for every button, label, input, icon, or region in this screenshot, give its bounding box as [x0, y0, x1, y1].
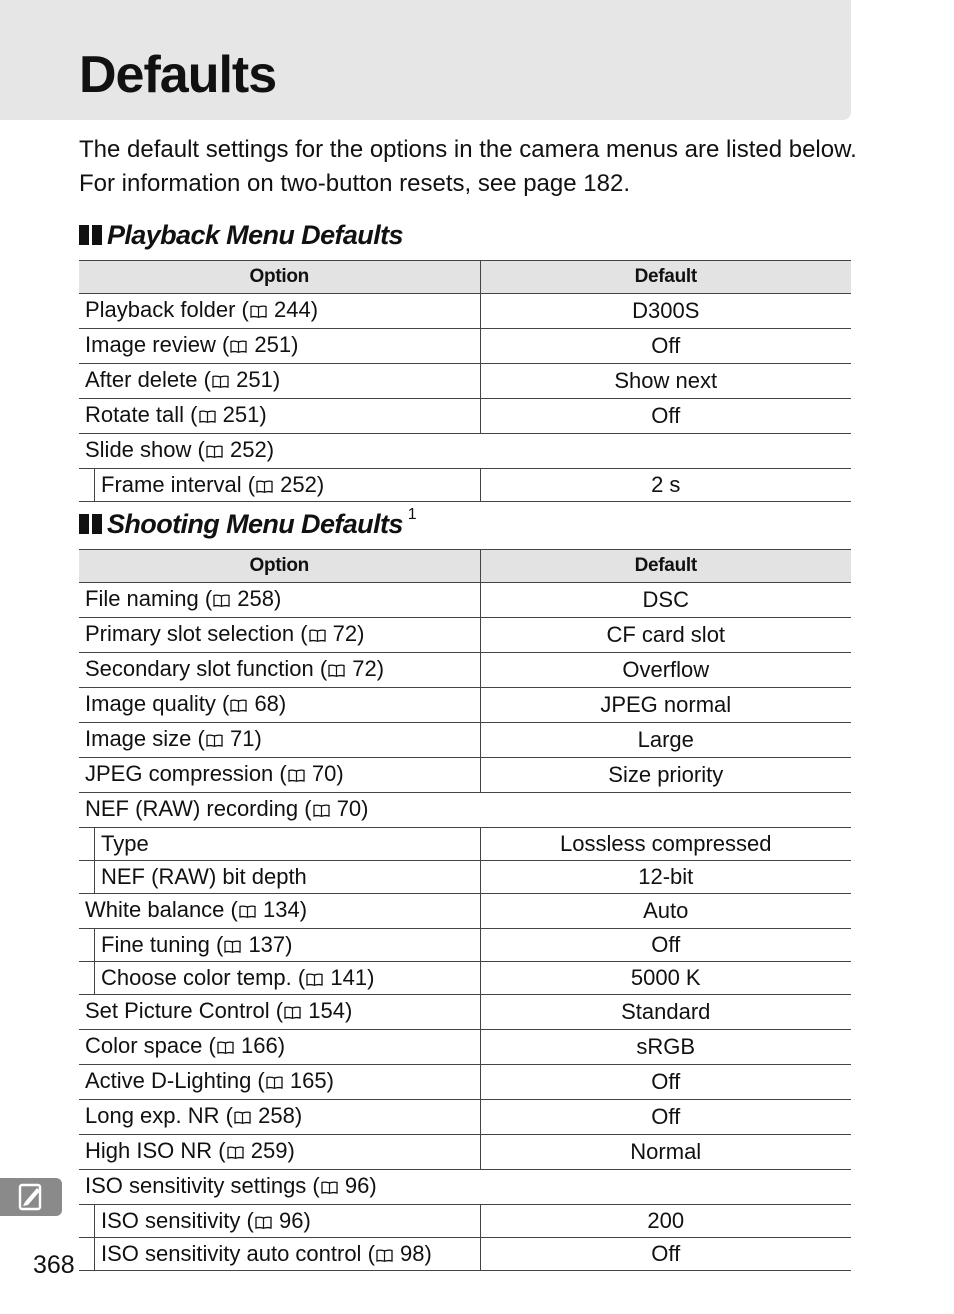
book-icon — [284, 1003, 301, 1022]
playback-defaults-table — [79, 260, 851, 502]
default-value-cell — [480, 793, 851, 828]
option-cell — [79, 329, 480, 364]
book-icon — [250, 302, 267, 321]
option-label: NEF (RAW) recording — [85, 796, 299, 821]
book-icon — [328, 661, 345, 680]
option-cell — [79, 793, 480, 828]
ref-paren: ( — [184, 402, 198, 427]
default-value-cell: 12-bit — [480, 861, 851, 894]
table-row — [79, 618, 851, 653]
book-icon — [230, 337, 247, 356]
default-value-cell: Off — [480, 1238, 851, 1271]
ref-paren: ( — [241, 472, 256, 497]
option-content — [85, 297, 318, 322]
book-icon — [306, 970, 323, 989]
table-row — [79, 1170, 851, 1205]
option-content — [85, 437, 274, 462]
option-label: White balance — [85, 897, 225, 922]
page-reference[interactable]: 251 — [236, 367, 273, 392]
page-reference[interactable]: 68 — [254, 691, 279, 716]
table-row — [79, 758, 851, 793]
table-row — [79, 1100, 851, 1135]
page-reference[interactable]: 258 — [258, 1103, 295, 1128]
ref-paren: ) — [254, 726, 262, 751]
option-label: ISO sensitivity settings — [85, 1173, 307, 1198]
column-header-default: Default — [480, 261, 851, 294]
option-content — [85, 726, 262, 751]
page-reference[interactable]: 70 — [336, 796, 362, 821]
section-marker-icon — [79, 225, 102, 245]
table-row — [79, 434, 851, 469]
default-value-cell: Off — [480, 329, 851, 364]
ref-paren: ) — [303, 1208, 311, 1233]
book-icon — [321, 1178, 338, 1197]
option-cell — [79, 723, 480, 758]
table-row — [79, 1205, 851, 1238]
table-row — [79, 329, 851, 364]
option-content — [94, 1205, 480, 1237]
option-content — [85, 691, 286, 716]
table-row — [79, 723, 851, 758]
option-content — [85, 1068, 334, 1093]
ref-paren: ( — [215, 332, 230, 357]
option-label: NEF (RAW) bit depth — [101, 864, 307, 889]
default-value-cell: JPEG normal — [480, 688, 851, 723]
page-reference[interactable]: 96 — [344, 1173, 370, 1198]
page-reference[interactable]: 72 — [332, 621, 358, 646]
book-icon — [234, 1108, 251, 1127]
ref-paren: ) — [376, 656, 385, 681]
option-label: JPEG compression — [85, 761, 274, 786]
option-label: Image quality — [85, 691, 216, 716]
option-content — [94, 828, 480, 860]
table-row — [79, 399, 851, 434]
option-cell — [79, 1065, 480, 1100]
option-label: Color space — [85, 1033, 203, 1058]
page-reference[interactable]: 165 — [289, 1068, 327, 1093]
book-icon — [199, 407, 216, 426]
default-value-cell: 200 — [480, 1205, 851, 1238]
table-row — [79, 364, 851, 399]
ref-paren: ( — [298, 796, 312, 821]
table-row — [79, 653, 851, 688]
option-cell — [79, 758, 480, 793]
table-row — [79, 583, 851, 618]
ref-paren: ( — [202, 1033, 216, 1058]
pen-checklist-icon — [16, 1182, 46, 1212]
option-label: Rotate tall — [85, 402, 185, 427]
default-value-cell: Overflow — [480, 653, 851, 688]
page-reference[interactable]: 154 — [308, 998, 345, 1023]
default-value-cell: 2 s — [480, 469, 851, 502]
option-cell — [79, 1100, 480, 1135]
ref-paren: ( — [215, 691, 230, 716]
option-cell — [79, 929, 480, 962]
option-label: Active D-Lighting — [85, 1068, 252, 1093]
ref-paren: ( — [198, 586, 213, 611]
ref-paren: ) — [424, 1241, 432, 1266]
option-content — [85, 402, 267, 427]
book-icon — [206, 442, 223, 461]
option-cell — [79, 399, 480, 434]
page-number: 368 — [33, 1251, 75, 1279]
option-label: Secondary slot function — [85, 656, 314, 681]
option-content — [85, 761, 344, 786]
default-value-cell: DSC — [480, 583, 851, 618]
table-row — [79, 929, 851, 962]
option-cell — [79, 688, 480, 723]
table-row — [79, 1030, 851, 1065]
option-cell — [79, 828, 480, 861]
default-value-cell: CF card slot — [480, 618, 851, 653]
book-icon — [309, 626, 326, 645]
book-icon — [230, 696, 247, 715]
option-label: High ISO NR — [85, 1138, 213, 1163]
ref-paren: ( — [209, 932, 224, 957]
option-cell — [79, 962, 480, 995]
option-cell — [79, 1135, 480, 1170]
table-header-row — [79, 261, 851, 294]
book-icon — [212, 372, 229, 391]
option-content — [94, 962, 480, 994]
ref-paren: ) — [291, 332, 299, 357]
ref-paren: ) — [272, 367, 281, 392]
page-reference[interactable]: 251 — [222, 402, 260, 427]
ref-paren: ) — [361, 796, 369, 821]
section-marker-icon — [79, 514, 102, 534]
default-value-cell — [480, 1170, 851, 1205]
option-cell — [79, 618, 480, 653]
option-cell — [79, 1238, 480, 1271]
ref-paren: ( — [212, 1138, 226, 1163]
column-header-option: Option — [79, 550, 480, 583]
footnote-marker: 1 — [407, 506, 417, 523]
option-cell — [79, 861, 480, 894]
book-icon — [239, 902, 256, 921]
ref-paren: ) — [310, 297, 319, 322]
ref-paren: ) — [357, 621, 365, 646]
ref-paren: ) — [259, 402, 267, 427]
option-label: File naming — [85, 586, 199, 611]
table-row — [79, 995, 851, 1030]
table-row — [79, 1238, 851, 1271]
book-icon — [206, 731, 223, 750]
option-content — [85, 897, 307, 922]
ref-paren: ) — [266, 437, 275, 462]
default-value-cell: Standard — [480, 995, 851, 1030]
page-reference[interactable]: 259 — [250, 1138, 288, 1163]
option-label: ISO sensitivity — [101, 1208, 241, 1233]
ref-paren: ( — [224, 897, 238, 922]
ref-paren: ) — [367, 965, 375, 990]
option-content — [94, 469, 480, 501]
option-cell — [79, 469, 480, 502]
option-label: Set Picture Control — [85, 998, 270, 1023]
option-label: Long exp. NR — [85, 1103, 220, 1128]
option-label: Fine tuning — [101, 932, 210, 957]
default-value-cell: Off — [480, 929, 851, 962]
option-label: ISO sensitivity auto control — [101, 1241, 362, 1266]
option-cell — [79, 434, 480, 469]
ref-paren: ) — [326, 1068, 334, 1093]
ref-paren: ) — [294, 1103, 303, 1128]
option-label: Playback folder — [85, 297, 236, 322]
option-content — [94, 929, 480, 961]
option-content — [85, 621, 364, 646]
ref-paren: ( — [291, 965, 306, 990]
ref-paren: ( — [361, 1241, 375, 1266]
playback-table-body — [79, 294, 851, 502]
option-cell — [79, 294, 480, 329]
option-content — [85, 998, 352, 1023]
ref-paren: ( — [306, 1173, 320, 1198]
option-cell — [79, 1170, 480, 1205]
book-icon — [313, 801, 330, 820]
book-icon — [224, 937, 241, 956]
page-reference[interactable]: 244 — [274, 297, 311, 322]
option-cell — [79, 364, 480, 399]
page-reference[interactable]: 70 — [311, 761, 337, 786]
ref-paren: ( — [240, 1208, 254, 1233]
page-reference[interactable]: 134 — [263, 897, 300, 922]
page-reference[interactable]: 141 — [330, 965, 368, 990]
ref-paren: ( — [197, 367, 211, 392]
book-icon — [376, 1246, 393, 1265]
page-reference[interactable]: 96 — [278, 1208, 304, 1233]
book-icon — [227, 1143, 244, 1162]
book-icon — [256, 477, 273, 496]
default-value-cell — [480, 434, 851, 469]
ref-paren: ) — [344, 998, 353, 1023]
option-label: Slide show — [85, 437, 192, 462]
ref-paren: ( — [191, 437, 205, 462]
ref-paren: ) — [277, 1033, 286, 1058]
table-header-row — [79, 550, 851, 583]
table-row — [79, 861, 851, 894]
page-reference[interactable]: 71 — [229, 726, 255, 751]
default-value-cell: Off — [480, 1100, 851, 1135]
option-label: Type — [101, 831, 149, 856]
playback-heading-text: Playback Menu Defaults — [107, 219, 403, 250]
ref-paren: ( — [313, 656, 328, 681]
option-content — [85, 1033, 285, 1058]
ref-paren: ) — [274, 586, 282, 611]
ref-paren: ( — [273, 761, 287, 786]
ref-paren: ( — [235, 297, 249, 322]
page-reference[interactable]: 251 — [254, 332, 292, 357]
option-label: Image review — [85, 332, 216, 357]
option-label: Frame interval — [101, 472, 242, 497]
default-value-cell: Size priority — [480, 758, 851, 793]
option-content — [85, 796, 369, 821]
table-row — [79, 1065, 851, 1100]
default-value-cell: D300S — [480, 294, 851, 329]
book-icon — [255, 1213, 272, 1232]
ref-paren: ) — [287, 1138, 295, 1163]
option-cell — [79, 583, 480, 618]
page-reference[interactable]: 137 — [248, 932, 286, 957]
page-reference[interactable]: 252 — [229, 437, 267, 462]
page-reference[interactable]: 98 — [400, 1241, 425, 1266]
shooting-heading-text: Shooting Menu Defaults — [107, 508, 403, 539]
ref-paren: ( — [191, 726, 205, 751]
default-value-cell: Off — [480, 399, 851, 434]
default-value-cell: Show next — [480, 364, 851, 399]
page-reference[interactable]: 72 — [352, 656, 377, 681]
default-value-cell: Large — [480, 723, 851, 758]
table-row — [79, 962, 851, 995]
table-row — [79, 1135, 851, 1170]
ref-paren: ( — [269, 998, 284, 1023]
section-tab[interactable] — [0, 1178, 62, 1216]
ref-paren: ( — [294, 621, 308, 646]
page-reference[interactable]: 252 — [280, 472, 317, 497]
option-cell — [79, 995, 480, 1030]
column-header-default: Default — [480, 550, 851, 583]
table-row — [79, 688, 851, 723]
default-value-cell: sRGB — [480, 1030, 851, 1065]
table-row — [79, 828, 851, 861]
column-header-option: Option — [79, 261, 480, 294]
option-cell — [79, 894, 480, 929]
option-content — [85, 1138, 295, 1163]
option-cell — [79, 1030, 480, 1065]
option-label: Image size — [85, 726, 192, 751]
option-label: Choose color temp. — [101, 965, 292, 990]
option-content — [85, 1103, 302, 1128]
option-content — [85, 586, 281, 611]
ref-paren: ( — [251, 1068, 265, 1093]
table-row — [79, 469, 851, 502]
option-content — [94, 861, 480, 893]
shooting-table-body — [79, 583, 851, 1271]
playback-heading — [79, 219, 403, 251]
option-content — [85, 656, 384, 681]
option-cell — [79, 1205, 480, 1238]
shooting-heading — [79, 508, 416, 540]
page-title: Defaults — [79, 46, 277, 104]
intro-paragraph: The default settings for the options in the camera menus are listed below. For information on two-button resets, see page 182. — [79, 136, 857, 197]
default-value-cell: 5000 K — [480, 962, 851, 995]
ref-paren: ) — [285, 932, 293, 957]
ref-paren: ( — [219, 1103, 233, 1128]
shooting-defaults-table — [79, 549, 851, 1271]
book-icon — [213, 591, 230, 610]
default-value-cell: Lossless compressed — [480, 828, 851, 861]
table-row — [79, 894, 851, 929]
ref-paren: ) — [316, 472, 325, 497]
option-content — [94, 1238, 480, 1270]
option-content — [85, 367, 280, 392]
table-row — [79, 793, 851, 828]
table-row — [79, 294, 851, 329]
page-reference[interactable]: 166 — [240, 1033, 278, 1058]
default-value-cell: Off — [480, 1065, 851, 1100]
ref-paren: ) — [299, 897, 308, 922]
book-icon — [217, 1038, 234, 1057]
ref-paren: ) — [278, 691, 287, 716]
book-icon — [266, 1073, 283, 1092]
page-reference[interactable]: 258 — [237, 586, 275, 611]
default-value-cell: Auto — [480, 894, 851, 929]
option-content — [85, 332, 298, 357]
option-cell — [79, 653, 480, 688]
book-icon — [288, 766, 305, 785]
option-label: After delete — [85, 367, 198, 392]
default-value-cell: Normal — [480, 1135, 851, 1170]
option-label: Primary slot selection — [85, 621, 295, 646]
option-content — [85, 1173, 377, 1198]
ref-paren: ) — [369, 1173, 377, 1198]
ref-paren: ) — [336, 761, 344, 786]
